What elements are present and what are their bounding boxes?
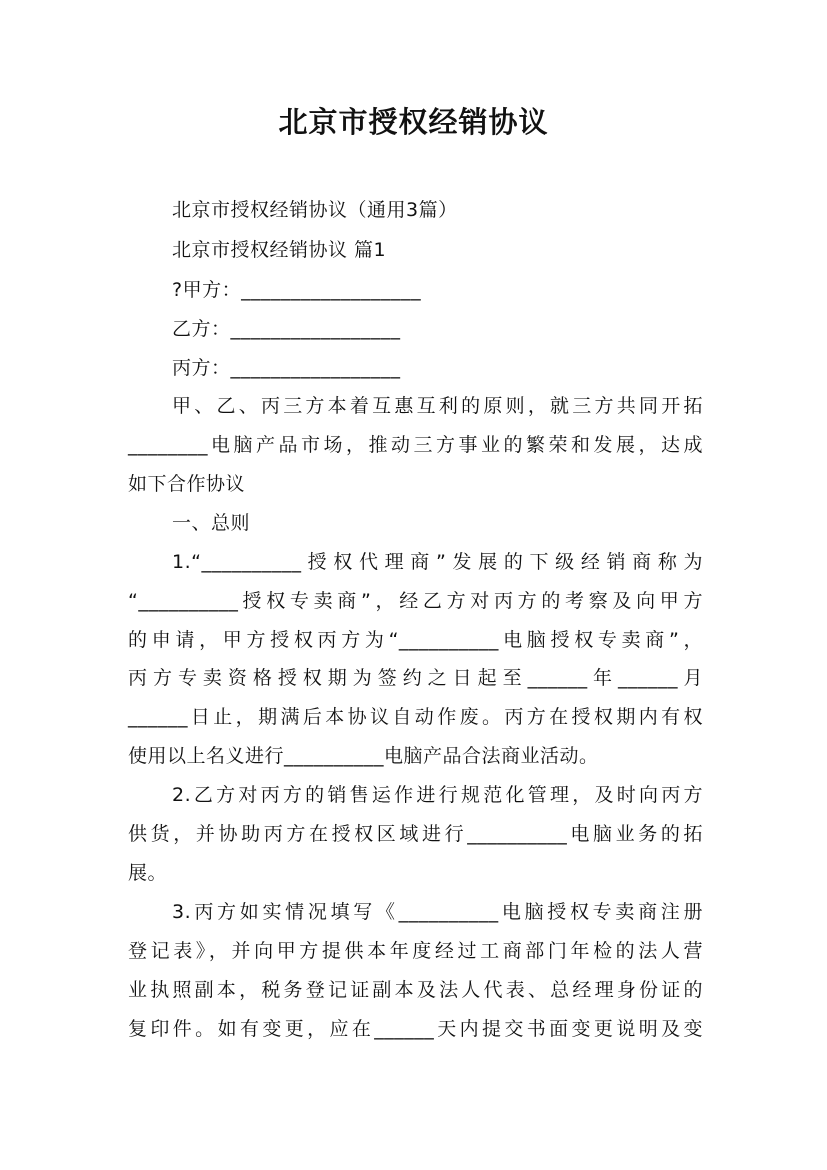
paragraph-line: 2.乙方对丙方的销售运作进行规范化管理，及时向丙方 — [172, 784, 703, 806]
paragraph-line: 1.“__________授权代理商”发展的下级经销商称为 — [172, 551, 703, 573]
paragraph-line: 业执照副本，税务登记证副本及法人代表、总经理身份证的 — [128, 979, 703, 1001]
paragraph-line: 复印件。如有变更，应在______天内提交书面变更说明及变 — [128, 1018, 703, 1040]
paragraph-line: 甲、乙、丙三方本着互惠互利的原则，就三方共同开拓 — [172, 395, 703, 417]
paragraph-line: 展。 — [128, 862, 168, 884]
document-title: 北京市授权经销协议 — [278, 105, 549, 139]
article-heading: 北京市授权经销协议 篇1 — [172, 239, 387, 261]
paragraph-line: 的申请，甲方授权丙方为“__________电脑授权专卖商”， — [128, 629, 703, 651]
paragraph-line: 登记表》，并向甲方提供本年度经过工商部门年检的法人营 — [128, 940, 703, 962]
section-heading: 一、总则 — [172, 512, 251, 534]
paragraph-line: ______日止，期满后本协议自动作废。丙方在授权期内有权 — [128, 706, 703, 728]
paragraph-line: 丙方专卖资格授权期为签约之日起至______年______月 — [128, 667, 703, 689]
paragraph-line: ________电脑产品市场，推动三方事业的繁荣和发展，达成 — [128, 434, 703, 456]
paragraph-line: 3.丙方如实情况填写《__________电脑授权专卖商注册 — [172, 901, 703, 923]
paragraph-line: “__________授权专卖商”，经乙方对丙方的考察及向甲方 — [128, 590, 703, 612]
party-a-line: ?甲方：__________________ — [172, 279, 422, 301]
paragraph-line: 使用以上名义进行__________电脑产品合法商业活动。 — [128, 745, 599, 767]
paragraph-line: 供货，并协助丙方在授权区域进行__________电脑业务的拓 — [128, 823, 703, 845]
party-c-line: 丙方：_________________ — [172, 357, 401, 379]
document-subtitle: 北京市授权经销协议（通用3篇） — [172, 199, 458, 221]
paragraph-line: 如下合作协议 — [128, 473, 246, 495]
party-b-line: 乙方：_________________ — [172, 318, 401, 340]
